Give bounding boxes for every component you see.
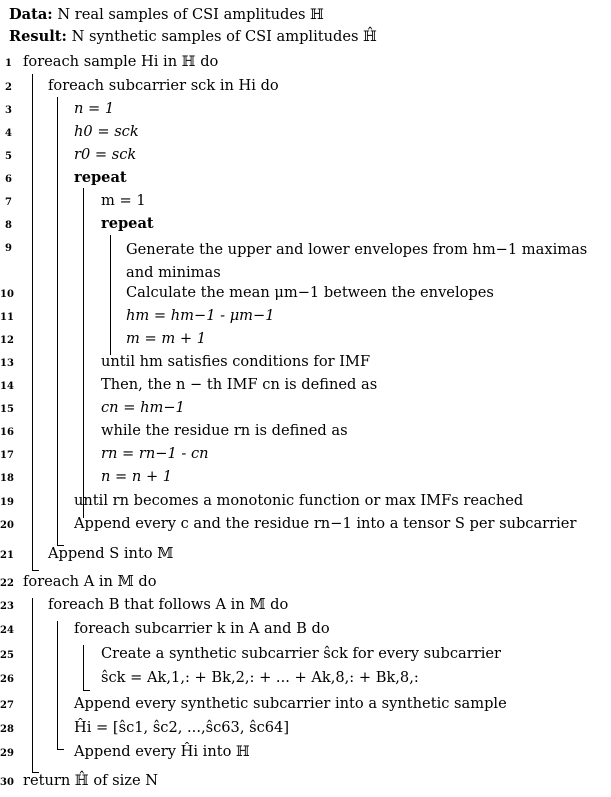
line-text: foreach subcarrier sck in Hi do xyxy=(48,77,279,94)
line-text: repeat xyxy=(74,169,127,186)
line-number: 15 xyxy=(0,404,14,415)
line-text: foreach A in 𝕄 do xyxy=(23,573,157,590)
line-text: until hm satisfies conditions for IMF xyxy=(101,353,371,370)
result-text: N synthetic samples of CSI amplitudes ℍ̂ xyxy=(71,28,377,45)
line-text: return ℍ̂ of size N xyxy=(23,772,159,789)
scope-foot-1 xyxy=(32,570,39,571)
line-number: 4 xyxy=(5,128,12,139)
line-number: 23 xyxy=(0,601,14,612)
line-text: repeat xyxy=(101,215,154,232)
line-number: 24 xyxy=(0,625,14,636)
scope-foot-24 xyxy=(83,690,90,691)
line-text: m = 1 xyxy=(101,192,146,209)
line-number: 1 xyxy=(5,58,12,69)
data-line xyxy=(9,6,324,23)
line-text: Append S into 𝕄 xyxy=(48,545,174,562)
line-number: 17 xyxy=(0,450,14,461)
line-text: while the residue rn is defined as xyxy=(101,422,348,439)
line-number: 20 xyxy=(0,520,14,531)
line-text: Create a synthetic subcarrier ŝck for every subcarrier xyxy=(101,645,501,662)
line-number: 14 xyxy=(0,381,14,392)
line-number: 28 xyxy=(0,724,14,735)
line-text: rn = rn−1 - cn xyxy=(101,445,209,462)
line-number: 21 xyxy=(0,550,14,561)
line-text: foreach sample Hi in ℍ do xyxy=(23,53,219,70)
line-number: 2 xyxy=(5,82,12,93)
line-text: m = m + 1 xyxy=(126,330,206,347)
line-number: 5 xyxy=(5,151,12,162)
line-text: foreach subcarrier k in A and B do xyxy=(74,620,330,637)
data-text: N real samples of CSI amplitudes ℍ xyxy=(57,6,324,23)
scope-bar-22 xyxy=(32,598,33,772)
line-text: r0 = sck xyxy=(74,146,137,163)
line-text: hm = hm−1 - μm−1 xyxy=(126,307,275,324)
line-number: 27 xyxy=(0,700,14,711)
line-number: 13 xyxy=(0,358,14,369)
line-number: 7 xyxy=(5,197,12,208)
result-label: Result: xyxy=(9,28,67,45)
line-number: 26 xyxy=(0,674,14,685)
scope-bar-6 xyxy=(83,188,84,518)
line-text: cn = hm−1 xyxy=(101,399,185,416)
scope-bar-2 xyxy=(57,97,58,545)
line-number: 16 xyxy=(0,427,14,438)
line-number: 11 xyxy=(0,312,14,323)
line-text: Ĥi = [ŝc1, ŝc2, ...,ŝc63, ŝc64] xyxy=(74,719,290,736)
line-number: 6 xyxy=(5,174,12,185)
line-number: 30 xyxy=(0,777,14,788)
line-text: until rn becomes a monotonic function or max IMFs reached xyxy=(74,492,524,509)
line-text: n = n + 1 xyxy=(101,468,173,485)
line-text: Calculate the mean μm−1 between the envelopes xyxy=(126,284,494,301)
line-text: Append every synthetic subcarrier into a synthetic sample xyxy=(74,695,507,712)
scope-bar-8 xyxy=(110,235,111,355)
result-line xyxy=(9,28,377,45)
line-number: 12 xyxy=(0,335,14,346)
line-number: 19 xyxy=(0,497,14,508)
line-text: h0 = sck xyxy=(74,123,139,140)
line-text: Generate the upper and lower envelopes from hm−1 maximas and minimas xyxy=(126,241,588,281)
scope-bar-23 xyxy=(57,621,58,749)
line-text: foreach B that follows A in 𝕄 do xyxy=(48,596,289,613)
line-text: ŝck = Ak,1,: + Bk,2,: + ... + Ak,8,: + Bk,8,: xyxy=(101,669,419,686)
line-number: 25 xyxy=(0,650,14,661)
scope-foot-23 xyxy=(57,749,64,750)
scope-bar-24 xyxy=(83,645,84,690)
line-text: Append every c and the residue rn−1 into a tensor S per subcarrier xyxy=(74,515,577,532)
line-number: 18 xyxy=(0,473,14,484)
line-number: 22 xyxy=(0,578,14,589)
line-number: 8 xyxy=(5,220,12,231)
line-number: 10 xyxy=(0,289,14,300)
line-number: 3 xyxy=(5,105,12,116)
line-text: Then, the n − th IMF cn is defined as xyxy=(101,376,378,393)
line-text: Append every Ĥi into ℍ xyxy=(74,743,250,760)
scope-bar-1 xyxy=(32,74,33,570)
line-text: n = 1 xyxy=(74,100,115,117)
line-number: 9 xyxy=(5,243,12,254)
data-label: Data: xyxy=(9,6,53,23)
line-number: 29 xyxy=(0,748,14,759)
